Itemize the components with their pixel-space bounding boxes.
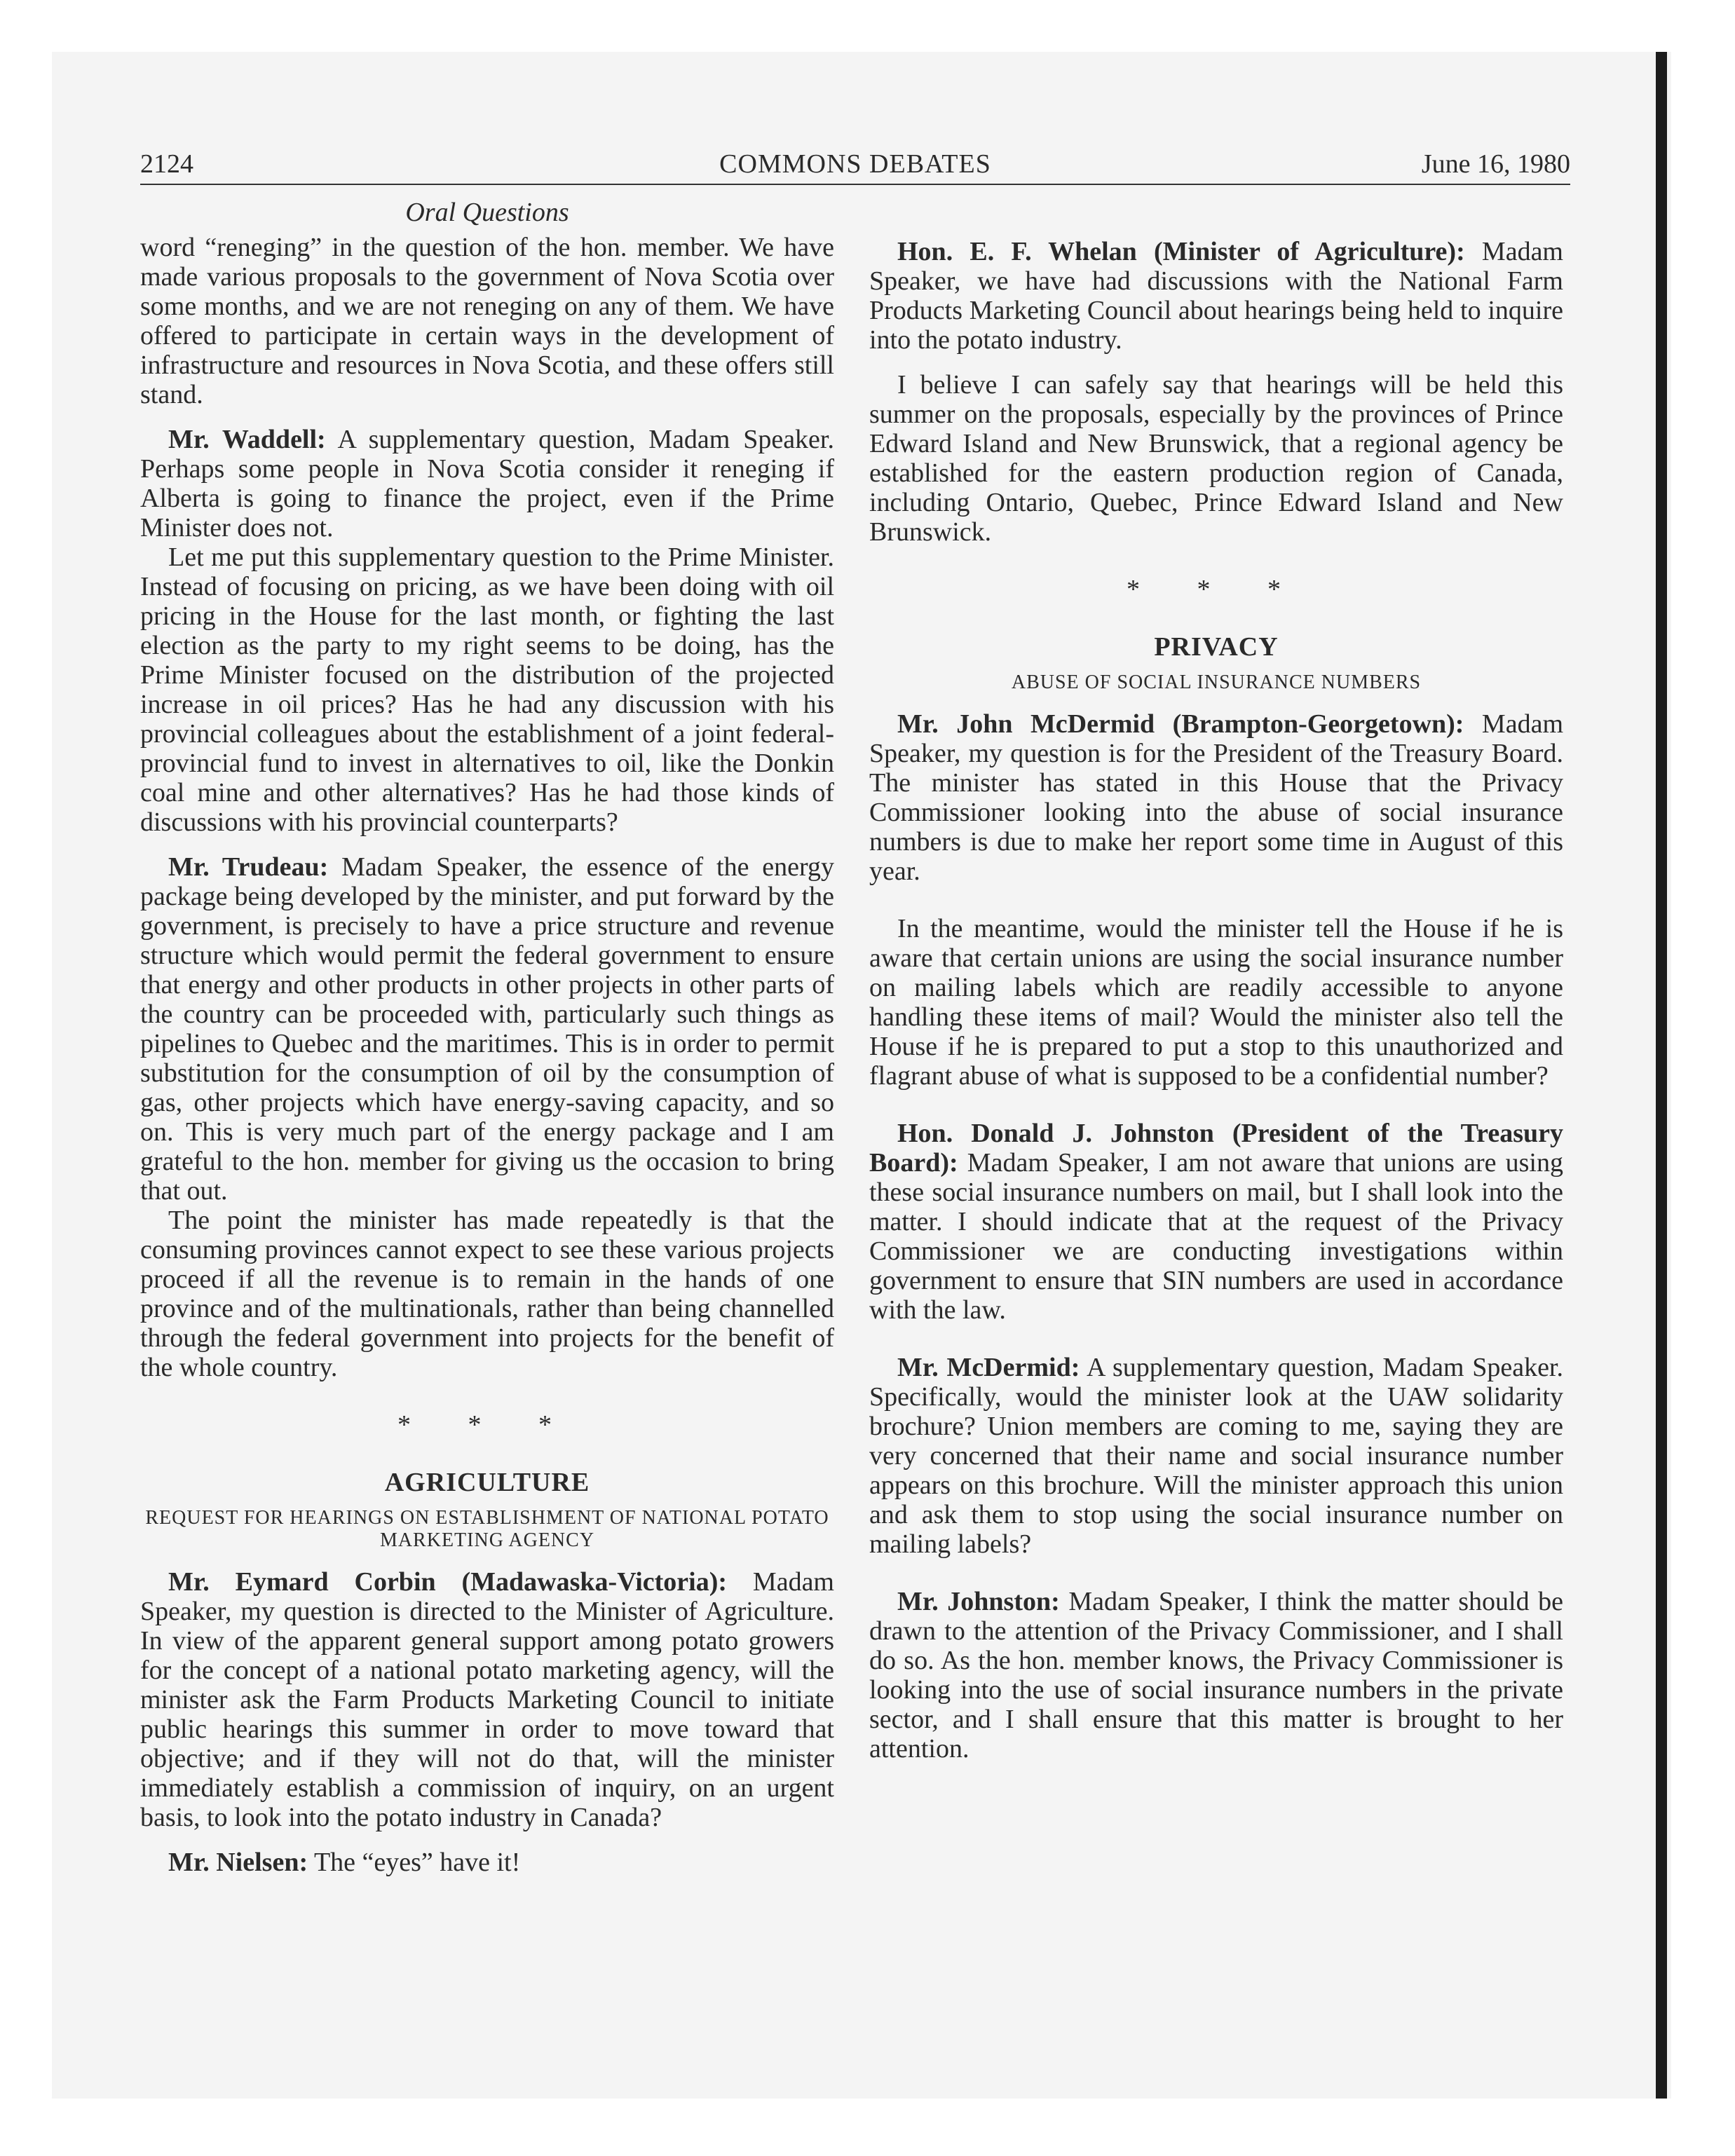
section-title: AGRICULTURE [384,1468,590,1497]
paragraph [140,425,834,543]
speech-text: Madam Speaker, I think the matter should be drawn to the attention of the Privacy Commissioner, and I shall do so. As the hon. member knows, the Privacy Commissioner is looking into the use of social insurance numbers in the private sector, and I shall ensure that this matter is brought to her attention. [869,1587,1563,1763]
speaker-name: Mr. John McDermid (Brampton-Georgetown): [897,709,1464,739]
left-column [140,198,834,1877]
speaker-name: Hon. E. F. Whelan (Minister of Agriculture): [897,237,1465,266]
paragraph: In the meantime, would the minister tell the House if he is aware that certain unions are using the social insurance number on mailing labels which are readily accessible to anyone handling these items of mail? Would the minister also tell the House if he is prepared to put a stop to this unauthorized and flagrant abuse of what is supposed to be a confidential number? [869,914,1563,1091]
speech-text: The “eyes” have it! [308,1848,521,1877]
section-separator: * * * [397,1410,577,1440]
speech-text: Madam Speaker, I am not aware that unions are using these social insurance numbers on mail, but I shall look into the matter. I should indicate that at the request of the Privacy Commissioner we are conducting investigations within government to ensure that SIN numbers are used in accordance with the law. [869,1148,1563,1325]
speech-text: Madam Speaker, we have had discussions with the National Farm Products Marketing Council about hearings being held to inquire into the potato industry. [869,237,1563,355]
paragraph [140,1567,834,1832]
scan-edge [1656,52,1667,2099]
speech-text: A supplementary question, Madam Speaker. Specifically, would the minister look at the UAW solidarity brochure? Union members are coming to me, saying they are very concerned that their name and social insurance number appears on this brochure. Will the minister approach this union and ask them to stop using the social insurance number on mailing labels? [869,1353,1563,1559]
page-header [140,149,1570,185]
speech-text: Madam Speaker, my question is directed to the Minister of Agriculture. In view of the apparent general support among potato growers for the concept of a national potato marketing agency, will the minister ask the Farm Products Marketing Council to initiate public hearings this summer in order to move toward that objective; and if they will not do that, will the minister immediately establish a commission of inquiry, on an urgent basis, to look into the potato industry in Canada? [140,1567,834,1832]
speech-text: Madam Speaker, my question is for the President of the Treasury Board. The minister has stated in this House that the Privacy Commissioner looking into the abuse of social insurance numbers is due to make her report some time in August of this year. [869,709,1563,886]
publication-title: COMMONS DEBATES [719,149,991,179]
paragraph [869,1119,1563,1325]
paragraph [140,852,834,1206]
header-rule [140,184,1570,185]
paragraph [869,1587,1563,1763]
speaker-name: Mr. Trudeau: [168,852,329,882]
subsection-title: REQUEST FOR HEARINGS ON ESTABLISHMENT OF NATIONAL POTATO MARKETING AGENCY [145,1507,829,1551]
speaker-name: Mr. Eymard Corbin (Madawaska-Victoria): [168,1567,728,1597]
paragraph: word “reneging” in the question of the hon. member. We have made various proposals to the government of Nova Scotia over some months, and we are not reneging on any of them. We have offered to participate in certain ways in the development of infrastructure and resources in Nova Scotia, and these offers still stand. [140,233,834,409]
paragraph [869,1353,1563,1559]
paragraph [869,709,1563,886]
speech-text: A supplementary question, Madam Speaker. Perhaps some people in Nova Scotia consider it reneging if Alberta is going to finance the project, even if the Prime Minister does not. [140,425,834,543]
speaker-name: Mr. Nielsen: [168,1848,308,1877]
subsection-title: ABUSE OF SOCIAL INSURANCE NUMBERS [1011,671,1422,693]
running-head: Oral Questions [405,198,569,227]
paragraph [869,237,1563,355]
speaker-name: Hon. Donald J. Johnston (President of the Treasury Board): [869,1119,1563,1178]
paragraph: I believe I can safely say that hearings will be held this summer on the proposals, especially by the provinces of Prince Edward Island and New Brunswick, that a regional agency be established for the eastern production region of Canada, including Ontario, Quebec, Prince Edward Island and New Brunswick. [869,370,1563,547]
right-column [869,237,1563,1763]
section-title: PRIVACY [1154,632,1279,662]
page-date: June 16, 1980 [1421,149,1570,179]
speech-text: Madam Speaker, the essence of the energy package being developed by the minister, and put forward by the government, is precisely to have a price structure and revenue structure which would permit the federal government to ensure that energy and other products in other projects in other parts of the country can be proceeded with, particularly such things as pipelines to Quebec and the maritimes. This is in order to permit substitution for the consumption of oil by the consumption of gas, other projects which have energy-saving capacity, and so on. This is very much part of the energy package and I am grateful to the hon. member for giving us the occasion to bring that out. [140,852,835,1206]
paragraph: The point the minister has made repeatedly is that the consuming provinces cannot expect to see these various projects proceed if all the revenue is to remain in the hands of one province and of the multinationals, rather than being channelled through the federal government into projects for the benefit of the whole country. [140,1206,834,1382]
section-separator: * * * [1127,575,1306,604]
page-number: 2124 [140,149,193,179]
speaker-name: Mr. Johnston: [897,1587,1060,1616]
paragraph: Let me put this supplementary question to the Prime Minister. Instead of focusing on pricing, as we have been doing with oil pricing in the House for the last month, or fighting the last election as the party to my right seems to be doing, has the Prime Minister focused on the distribution of the projected increase in oil prices? Has he had any discussion with his provincial colleagues about the establishment of a joint federal-provincial fund to invest in alternatives to oil, like the Donkin coal mine and other alternatives? Has he had those kinds of discussions with his provincial counterparts? [140,543,834,837]
speaker-name: Mr. McDermid: [897,1353,1080,1382]
paragraph [140,1848,834,1877]
speaker-name: Mr. Waddell: [168,425,326,454]
